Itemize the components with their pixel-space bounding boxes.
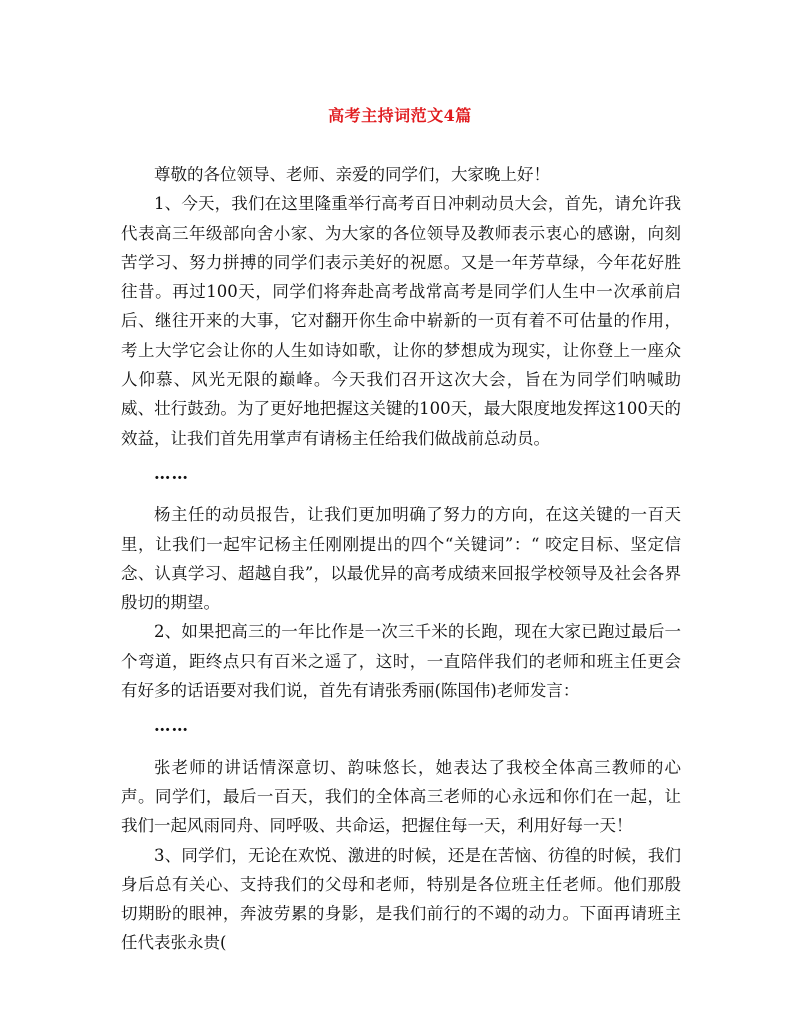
paragraph-zhang-speech: 张老师的讲话情深意切、韵味悠长，她表达了我校全体高三教师的心声。同学们，最后一百天，我们的全体高三老师的心永远和你们在一起，让我们一起风雨同舟、同呼吸、共命运，把握住每一天，利用好每一天！ [121,757,681,836]
paragraph-2: 2、如果把高三的一年比作是一次三千米的长跑，现在大家已跑过最后一个弯道，距终点只有百米之遥了，这时，一直陪伴我们的老师和班主任更会有好多的话语要对我们说，首先有请张秀丽(陈国伟)老师发言： [121,622,681,701]
paragraph-1: 1、今天，我们在这里隆重举行高考百日冲刺动员大会，首先，请允许我代表高三年级部向舍小家、为大家的各位领导及教师表示衷心的感谢，向刻苦学习、努力拼搏的同学们表示美好的祝愿。又是一年芳草绿，今年花好胜往昔。再过100天，同学们将奔赴高考战常高考是同学们人生中一次承前启后、继往开来的大事，它对翻开你生命中崭新的一页有着不可估量的作用，考上大学它会让你的人生如诗如歌，让你的梦想成为现实，让你登上一座众人仰慕、风光无限的巅峰。今天我们召开这次大会，旨在为同学们呐喊助威、壮行鼓劲。为了更好地把握这关键的100天，最大限度地发挥这100天的效益，让我们首先用掌声有请杨主任给我们做战前总动员。 [121,194,681,448]
paragraph-3: 3、同学们，无论在欢悦、激进的时候，还是在苦恼、彷徨的时候，我们身后总有关心、支持我们的父母和老师，特别是各位班主任老师。他们那殷切期盼的眼神，奔波劳累的身影，是我们前行的不竭的动力。下面再请班主任代表张永贵( [121,845,681,953]
ellipsis-2: …… [154,716,189,736]
ellipsis-1: …… [154,463,189,483]
paragraph-yang-report: 杨主任的动员报告，让我们更加明确了努力的方向，在这关键的一百天里，让我们一起牢记杨主任刚刚提出的四个“关键词”：“ 咬定目标、坚定信念、认真学习、超越自我”，以最优异的高考成绩来回报学校领导及社会各界殷切的期望。 [121,505,681,613]
greeting-paragraph: 尊敬的各位领导、老师、亲爱的同学们，大家晚上好！ [154,165,550,184]
document-title: 高考主持词范文4篇 [328,106,472,125]
document-body [121,160,681,958]
